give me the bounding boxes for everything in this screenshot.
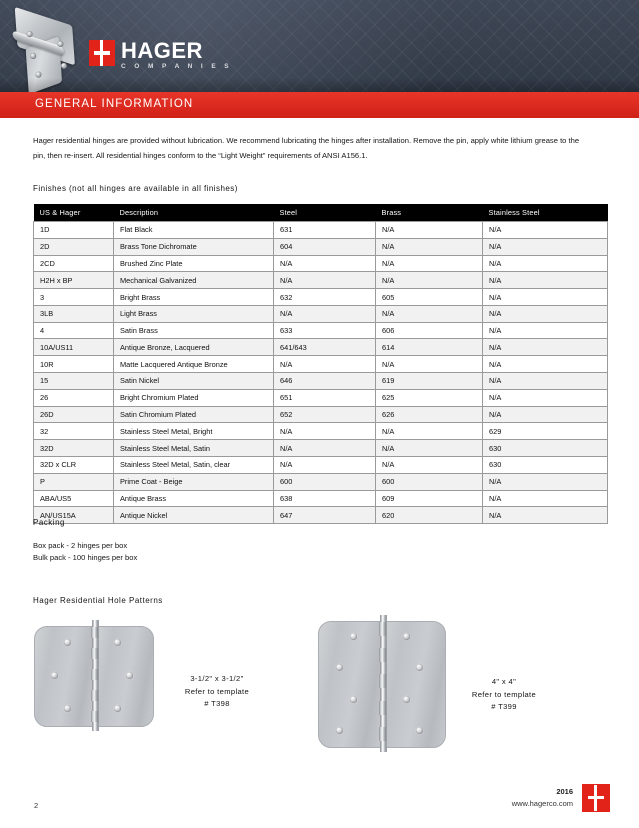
table-cell: N/A: [274, 440, 376, 457]
table-cell: N/A: [376, 356, 483, 373]
table-cell: 633: [274, 322, 376, 339]
table-cell: N/A: [483, 490, 608, 507]
table-cell: H2H x BP: [34, 272, 114, 289]
hinge-knuckle-segment: [91, 648, 98, 659]
table-cell: Stainless Steel Metal, Bright: [114, 423, 274, 440]
table-cell: Stainless Steel Metal, Satin: [114, 440, 274, 457]
table-cell: 600: [376, 473, 483, 490]
table-header-row: [34, 204, 608, 222]
table-cell: Antique Bronze, Lacquered: [114, 339, 274, 356]
table-cell: N/A: [376, 456, 483, 473]
table-row: [34, 473, 608, 490]
table-cell: 626: [376, 406, 483, 423]
hinge-screw-hole-icon: [64, 639, 71, 646]
table-cell: N/A: [274, 456, 376, 473]
table-cell: N/A: [376, 440, 483, 457]
table-cell: 32: [34, 423, 114, 440]
footer-website[interactable]: www.hagerco.com: [511, 798, 573, 808]
table-cell: 606: [376, 322, 483, 339]
hinge-figure-3half: [34, 623, 154, 728]
table-row: [34, 356, 608, 373]
table-row: [34, 339, 608, 356]
table-cell: 638: [274, 490, 376, 507]
table-cell: Bright Chromium Plated: [114, 389, 274, 406]
table-row: [34, 238, 608, 255]
table-row: [34, 222, 608, 239]
table-cell: N/A: [483, 406, 608, 423]
hinge-screw-hole-icon: [114, 639, 121, 646]
table-cell: N/A: [483, 339, 608, 356]
table-cell: 32D x CLR: [34, 456, 114, 473]
table-cell: 10A/US11: [34, 339, 114, 356]
packing-heading: Packing: [33, 518, 65, 527]
hinge-leaf-left: [318, 621, 382, 748]
hinge-caption-3half: [152, 673, 282, 711]
table-cell: ABA/US5: [34, 490, 114, 507]
hager-footer-mark-icon: [582, 784, 610, 812]
table-cell: N/A: [376, 255, 483, 272]
hinge-leaf-right: [95, 626, 155, 727]
hager-logo-wordmark: HAGER: [121, 38, 203, 63]
table-row: [34, 255, 608, 272]
table-cell: N/A: [376, 272, 483, 289]
table-cell: 652: [274, 406, 376, 423]
hinge-illustration: [318, 618, 446, 749]
hager-logo: [89, 40, 232, 71]
hinge-template-number: # T398: [204, 699, 230, 708]
hinge-knuckle-segment: [379, 727, 386, 741]
table-cell: N/A: [483, 322, 608, 339]
table-cell: N/A: [376, 238, 483, 255]
table-row: [34, 389, 608, 406]
hinge-knuckle-segment: [379, 648, 386, 662]
hinge-refer-label: Refer to template: [184, 686, 250, 696]
column-header-us-hager: US & Hager: [34, 204, 114, 222]
table-cell: 26D: [34, 406, 114, 423]
table-cell: N/A: [274, 423, 376, 440]
table-cell: Satin Brass: [114, 322, 274, 339]
hinge-knuckle-segment: [379, 622, 386, 636]
page-title: GENERAL INFORMATION: [35, 98, 194, 110]
table-cell: N/A: [274, 305, 376, 322]
table-cell: 629: [483, 423, 608, 440]
table-cell: N/A: [483, 305, 608, 322]
table-cell: AN/US15A: [34, 507, 114, 524]
table-cell: 651: [274, 389, 376, 406]
table-cell: 4: [34, 322, 114, 339]
table-cell: N/A: [483, 238, 608, 255]
hinge-hole-icon: [61, 63, 67, 69]
table-row: [34, 272, 608, 289]
table-cell: Light Brass: [114, 305, 274, 322]
table-cell: N/A: [376, 423, 483, 440]
hinge-knuckle-segment: [91, 711, 98, 722]
hinge-screw-hole-icon: [114, 705, 121, 712]
page-number: 2: [34, 801, 39, 810]
table-cell: 630: [483, 440, 608, 457]
table-cell: N/A: [483, 473, 608, 490]
table-cell: 614: [376, 339, 483, 356]
table-cell: 32D: [34, 440, 114, 457]
packing-details: [33, 540, 137, 563]
table-cell: N/A: [376, 222, 483, 239]
table-cell: 2D: [34, 238, 114, 255]
hinge-screw-hole-icon: [403, 696, 410, 703]
hinge-screw-hole-icon: [350, 696, 357, 703]
table-cell: Satin Chromium Plated: [114, 406, 274, 423]
table-row: [34, 456, 608, 473]
table-cell: 646: [274, 373, 376, 390]
table-cell: Satin Nickel: [114, 373, 274, 390]
table-cell: P: [34, 473, 114, 490]
page-footer: [0, 780, 639, 828]
table-cell: Brushed Zinc Plate: [114, 255, 274, 272]
footer-info: [512, 786, 573, 809]
header-banner: [0, 0, 639, 92]
packing-bulk-pack: Bulk pack - 100 hinges per box: [33, 552, 138, 562]
table-cell: Stainless Steel Metal, Satin, clear: [114, 456, 274, 473]
table-cell: 619: [376, 373, 483, 390]
hager-logo-mark-icon: [89, 40, 115, 66]
table-cell: 641/643: [274, 339, 376, 356]
hinge-refer-label: Refer to template: [471, 689, 537, 699]
hinge-caption-4inch: [434, 676, 574, 714]
table-cell: 604: [274, 238, 376, 255]
table-row: [34, 490, 608, 507]
table-cell: Flat Black: [114, 222, 274, 239]
intro-paragraph: Hager residential hinges are provided without lubrication. We recommend lubricating the hinges after installation. Remove the pin, apply white lithium grease to the pin, then re-insert. All residential hinges conform to the “Light Weight” requirements of ANSI A156.1.: [33, 136, 580, 160]
section-bar: [0, 92, 639, 118]
table-cell: 3: [34, 289, 114, 306]
hinge-screw-hole-icon: [403, 633, 410, 640]
finishes-table: [33, 204, 608, 524]
table-cell: N/A: [483, 272, 608, 289]
table-cell: N/A: [483, 289, 608, 306]
hinge-size-label: 3-1/2" x 3-1/2": [190, 674, 244, 683]
hinge-knuckle-segment: [91, 627, 98, 638]
table-cell: 625: [376, 389, 483, 406]
table-cell: 3LB: [34, 305, 114, 322]
table-cell: 15: [34, 373, 114, 390]
table-cell: 26: [34, 389, 114, 406]
table-row: [34, 423, 608, 440]
table-cell: 631: [274, 222, 376, 239]
hinge-template-number: # T399: [491, 702, 517, 711]
table-cell: N/A: [483, 507, 608, 524]
table-row: [34, 289, 608, 306]
table-cell: N/A: [274, 255, 376, 272]
hinge-knuckle-segment: [91, 669, 98, 680]
column-header-stainless-steel: Stainless Steel: [483, 204, 608, 222]
hinge-illustration: [34, 623, 154, 728]
table-cell: N/A: [274, 356, 376, 373]
table-cell: 647: [274, 507, 376, 524]
hinge-knuckle-segment: [379, 674, 386, 688]
table-cell: 2CD: [34, 255, 114, 272]
column-header-steel: Steel: [274, 204, 376, 222]
table-cell: Brass Tone Dichromate: [114, 238, 274, 255]
table-cell: N/A: [483, 356, 608, 373]
table-cell: N/A: [274, 272, 376, 289]
table-cell: N/A: [376, 305, 483, 322]
table-cell: Matte Lacquered Antique Bronze: [114, 356, 274, 373]
table-cell: 632: [274, 289, 376, 306]
footer-year: 2016: [556, 787, 573, 796]
packing-box-pack: Box pack - 2 hinges per box: [33, 541, 128, 550]
hinge-screw-hole-icon: [64, 705, 71, 712]
table-cell: N/A: [483, 389, 608, 406]
table-cell: Mechanical Galvanized: [114, 272, 274, 289]
table-row: [34, 305, 608, 322]
table-cell: Prime Coat - Beige: [114, 473, 274, 490]
table-cell: 600: [274, 473, 376, 490]
table-cell: 609: [376, 490, 483, 507]
header-hinge-photo: [5, 11, 88, 92]
table-row: [34, 507, 608, 524]
hinge-knuckle-segment: [91, 690, 98, 701]
column-header-brass: Brass: [376, 204, 483, 222]
table-cell: 620: [376, 507, 483, 524]
hinge-knuckle-segment: [379, 701, 386, 715]
table-row: [34, 322, 608, 339]
table-cell: Antique Nickel: [114, 507, 274, 524]
table-cell: Antique Brass: [114, 490, 274, 507]
table-row: [34, 406, 608, 423]
hager-logo-subtitle: C O M P A N I E S: [121, 63, 233, 70]
table-row: [34, 373, 608, 390]
table-cell: 605: [376, 289, 483, 306]
table-cell: 630: [483, 456, 608, 473]
table-cell: N/A: [483, 373, 608, 390]
table-cell: N/A: [483, 222, 608, 239]
table-row: [34, 440, 608, 457]
table-cell: 10R: [34, 356, 114, 373]
hole-patterns-heading: Hager Residential Hole Patterns: [33, 596, 163, 605]
table-cell: Bright Brass: [114, 289, 274, 306]
column-header-description: Description: [114, 204, 274, 222]
table-cell: N/A: [483, 255, 608, 272]
table-cell: 1D: [34, 222, 114, 239]
hinge-figure-4inch: [318, 618, 446, 749]
finishes-heading: Finishes (not all hinges are available in all finishes): [33, 184, 238, 193]
hinge-size-label: 4" x 4": [491, 677, 517, 686]
